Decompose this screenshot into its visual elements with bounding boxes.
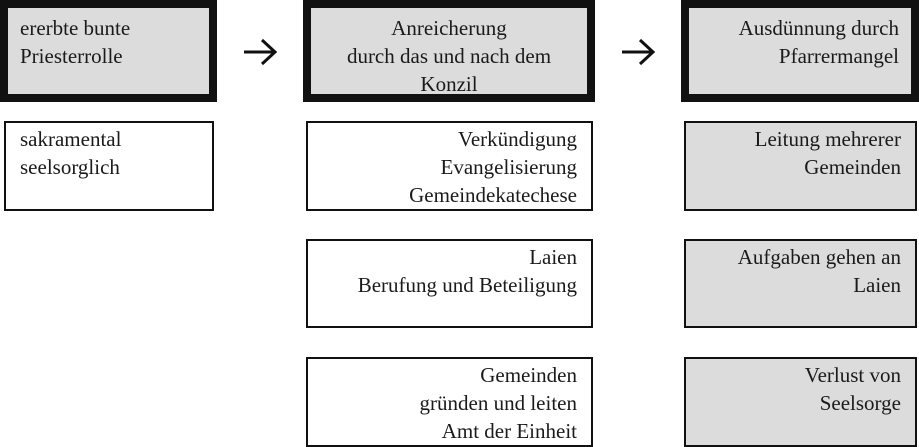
header-line: durch das und nach dem [346,44,552,68]
box-line: Amt der Einheit [441,419,577,443]
header-line: Priesterrolle [20,44,123,68]
header-line: Pfarrermangel [778,44,899,68]
header-enrichment-council [303,0,595,102]
box-line: Verkündigung [458,127,577,151]
arrow-right-icon [241,37,281,67]
box-leading-multiple-communities [684,121,917,211]
box-line: Aufgaben gehen an [737,245,901,269]
header-line: ererbte bunte [20,16,131,40]
box-tasks-to-laity [684,239,917,328]
box-line: Verlust von [804,363,901,387]
box-loss-of-pastoral-care [684,357,917,447]
box-line: Laien [529,245,577,269]
box-line: Leitung mehrerer [754,127,901,151]
arrow-right-icon [619,37,659,67]
box-communities [306,357,593,447]
box-line: Gemeinden [804,155,901,179]
box-sacramental-pastoral [4,121,214,211]
box-proclamation [306,121,593,211]
box-line: seelsorglich [20,155,120,179]
box-line: Berufung und Beteiligung [357,273,577,297]
box-line: Gemeindekatechese [409,183,577,207]
header-line: Ausdünnung durch [738,16,899,40]
box-line: sakramental [20,127,122,151]
box-line: Evangelisierung [440,155,577,179]
box-line: Gemeinden [480,363,577,387]
box-line: gründen und leiten [419,391,577,415]
header-line: Konzil [420,72,478,96]
header-inherited-priest-role [0,0,217,102]
header-thinning-priest-shortage [681,0,919,102]
box-laity [306,239,593,328]
box-line: Laien [853,273,901,297]
header-line: Anreicherung [391,16,507,40]
box-line: Seelsorge [819,391,901,415]
